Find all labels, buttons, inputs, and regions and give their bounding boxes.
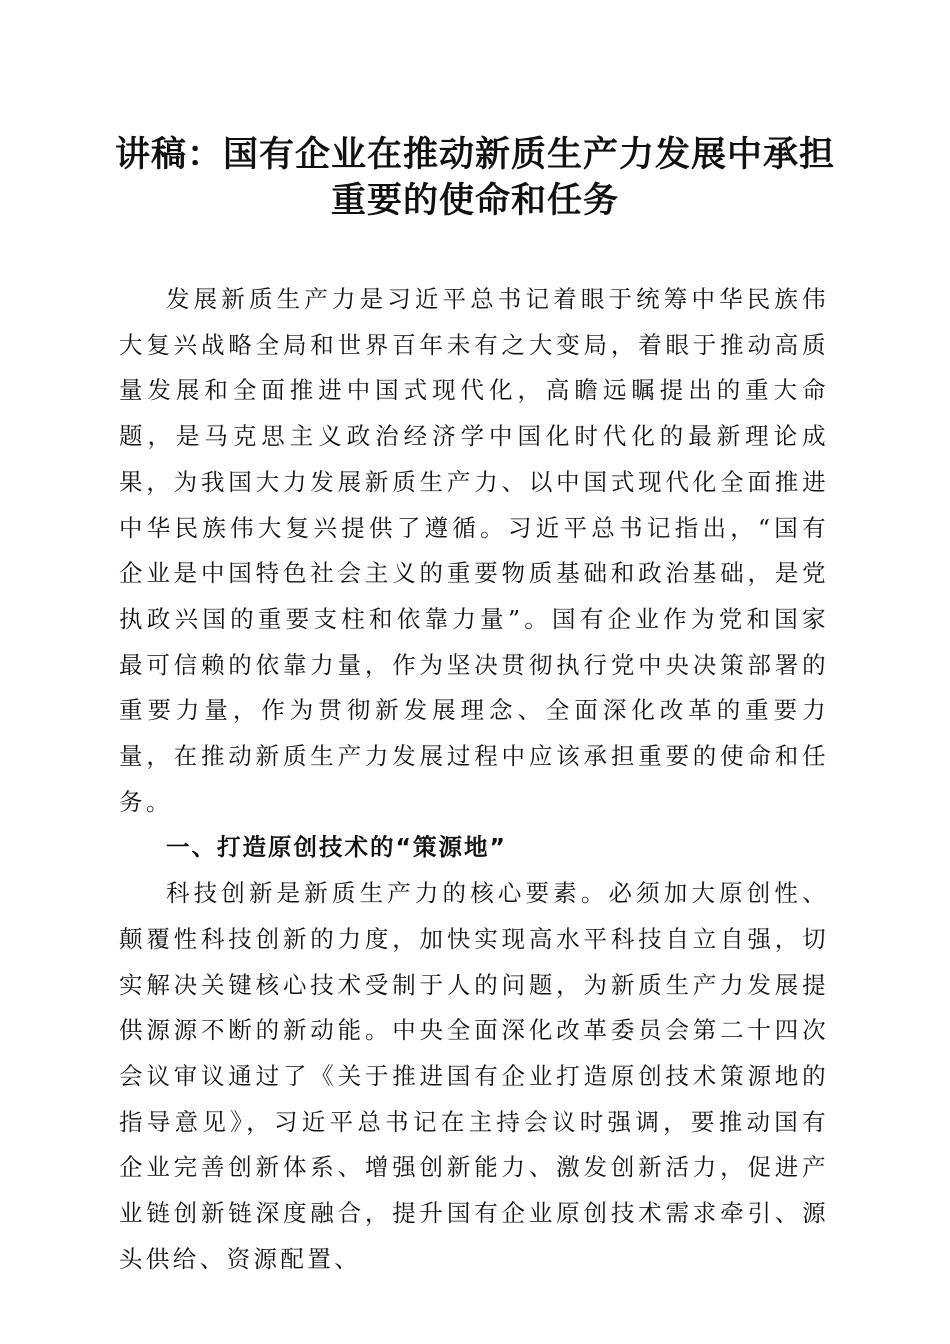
title-line-1: 讲稿：国有企业在推动新质生产力发展中承担	[114, 134, 835, 175]
paragraph-intro: 发展新质生产力是习近平总书记着眼于统筹中华民族伟大复兴战略全局和世界百年未有之大变局，着眼于推动高质量发展和全面推进中国式现代化，高瞻远瞩提出的重大命题，是马克思主义政治经济学中国化时代化的最新理论成果，为我国大力发展新质生产力、以中国式现代化全面推进中华民族伟大复兴提供了遵循。习近平总书记指出，“国有企业是中国特色社会主义的重要物质基础和政治基础，是党执政兴国的重要支柱和依靠力量”。国有企业作为党和国家最可信赖的依靠力量，作为坚决贯彻执行党中央决策部署的重要力量，作为贯彻新发展理念、全面深化改革的重要力量，在推动新质生产力发展过程中应该承担重要的使命和任务。	[119, 285, 829, 816]
title-line-2: 重要的使命和任务	[330, 180, 619, 221]
document-body	[119, 277, 829, 1282]
section-heading-1: 一、打造原创技术的“策源地”	[166, 833, 507, 862]
document-title	[110, 132, 840, 224]
paragraph-section-1: 科技创新是新质生产力的核心要素。必须加大原创性、颠覆性科技创新的力度，加快实现高水平科技自立自强，切实解决关键核心技术受制于人的问题，为新质生产力发展提供源源不断的新动能。中央全面深化改革委员会第二十四次会议审议通过了《关于推进国有企业打造原创技术策源地的指导意见》，习近平总书记在主持会议时强调，要推动国有企业完善创新体系、增强创新能力、激发创新活力，促进产业链创新链深度融合，提升国有企业原创技术需求牵引、源头供给、资源配置、	[119, 879, 829, 1273]
